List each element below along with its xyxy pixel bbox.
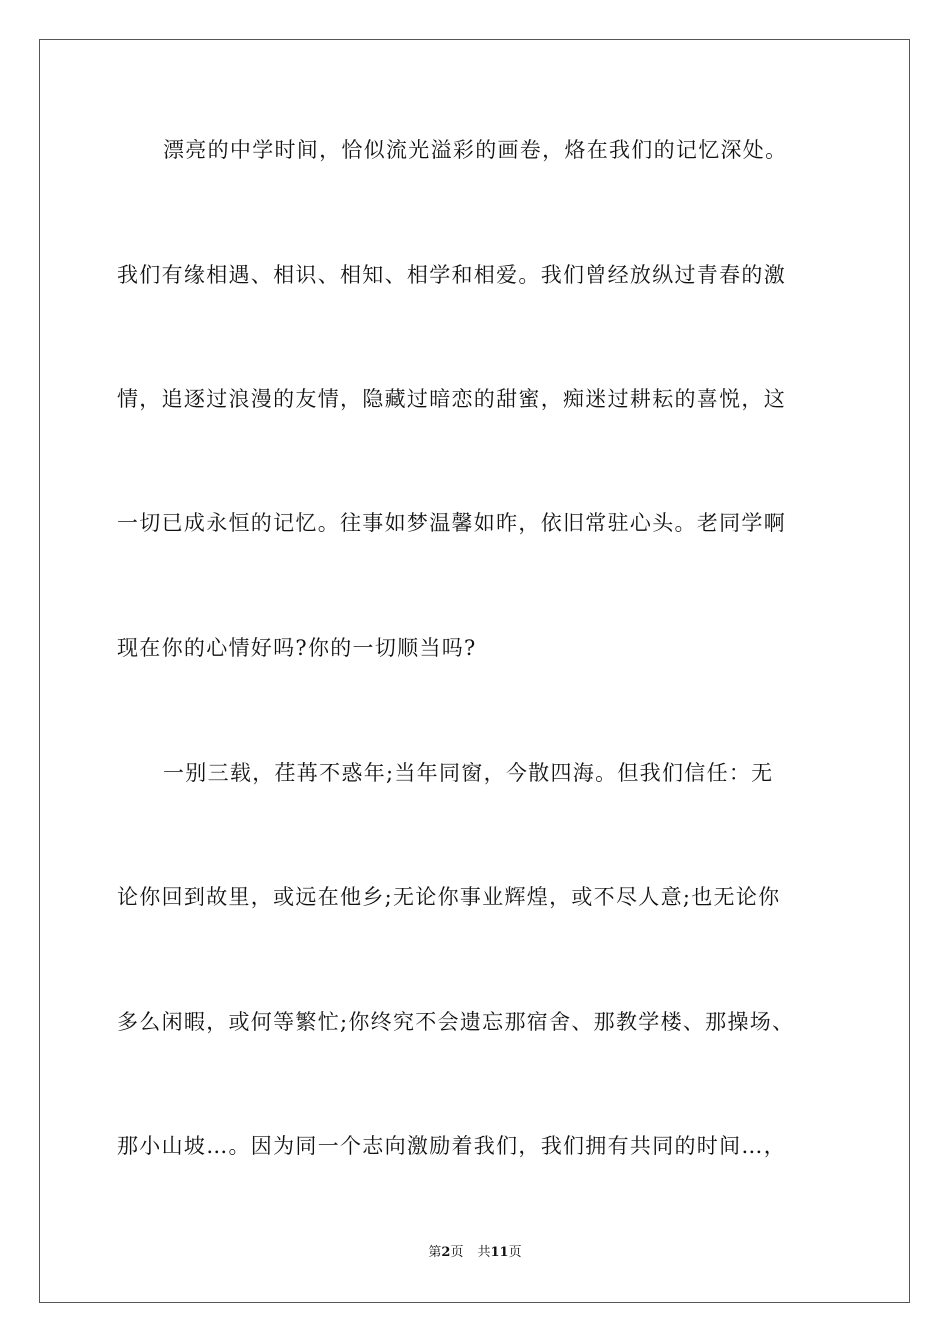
footer-page-number: 2 — [441, 1245, 451, 1260]
footer-total-suffix: 页 — [508, 1245, 522, 1260]
footer-page-suffix: 页 — [450, 1245, 464, 1260]
footer-total-pages: 11 — [490, 1245, 509, 1260]
paragraph-1-line-5: 现在你的心情好吗?你的一切顺当吗? — [117, 636, 477, 660]
paragraph-1-line-1: 漂亮的中学时间，恰似流光溢彩的画卷，烙在我们的记忆深处。 — [163, 138, 788, 162]
paragraph-1-line-2: 我们有缘相遇、相识、相知、相学和相爱。我们曾经放纵过青春的激 — [117, 263, 786, 287]
paragraph-2-line-2: 论你回到故里，或远在他乡;无论你事业辉煌，或不尽人意;也无论你 — [117, 885, 781, 909]
footer-page-prefix: 第 — [428, 1245, 442, 1260]
footer-total-prefix: 共 — [477, 1245, 491, 1260]
paragraph-1-line-3: 情，追逐过浪漫的友情，隐藏过暗恋的甜蜜，痴迷过耕耘的喜悦，这 — [117, 387, 786, 411]
paragraph-1-line-4: 一切已成永恒的记忆。往事如梦温馨如昨，依旧常驻心头。老同学啊 — [117, 511, 786, 535]
paragraph-2-line-4: 那小山坡…。因为同一个志向激励着我们，我们拥有共同的时间…， — [117, 1134, 786, 1158]
paragraph-2-line-1: 一别三载，荏苒不惑年;当年同窗，今散四海。但我们信任：无 — [163, 761, 774, 785]
page-border — [39, 39, 910, 1303]
page-footer — [0, 1245, 950, 1261]
paragraph-2-line-3: 多么闲暇，或何等繁忙;你终究不会遗忘那宿舍、那教学楼、那操场、 — [117, 1010, 795, 1034]
